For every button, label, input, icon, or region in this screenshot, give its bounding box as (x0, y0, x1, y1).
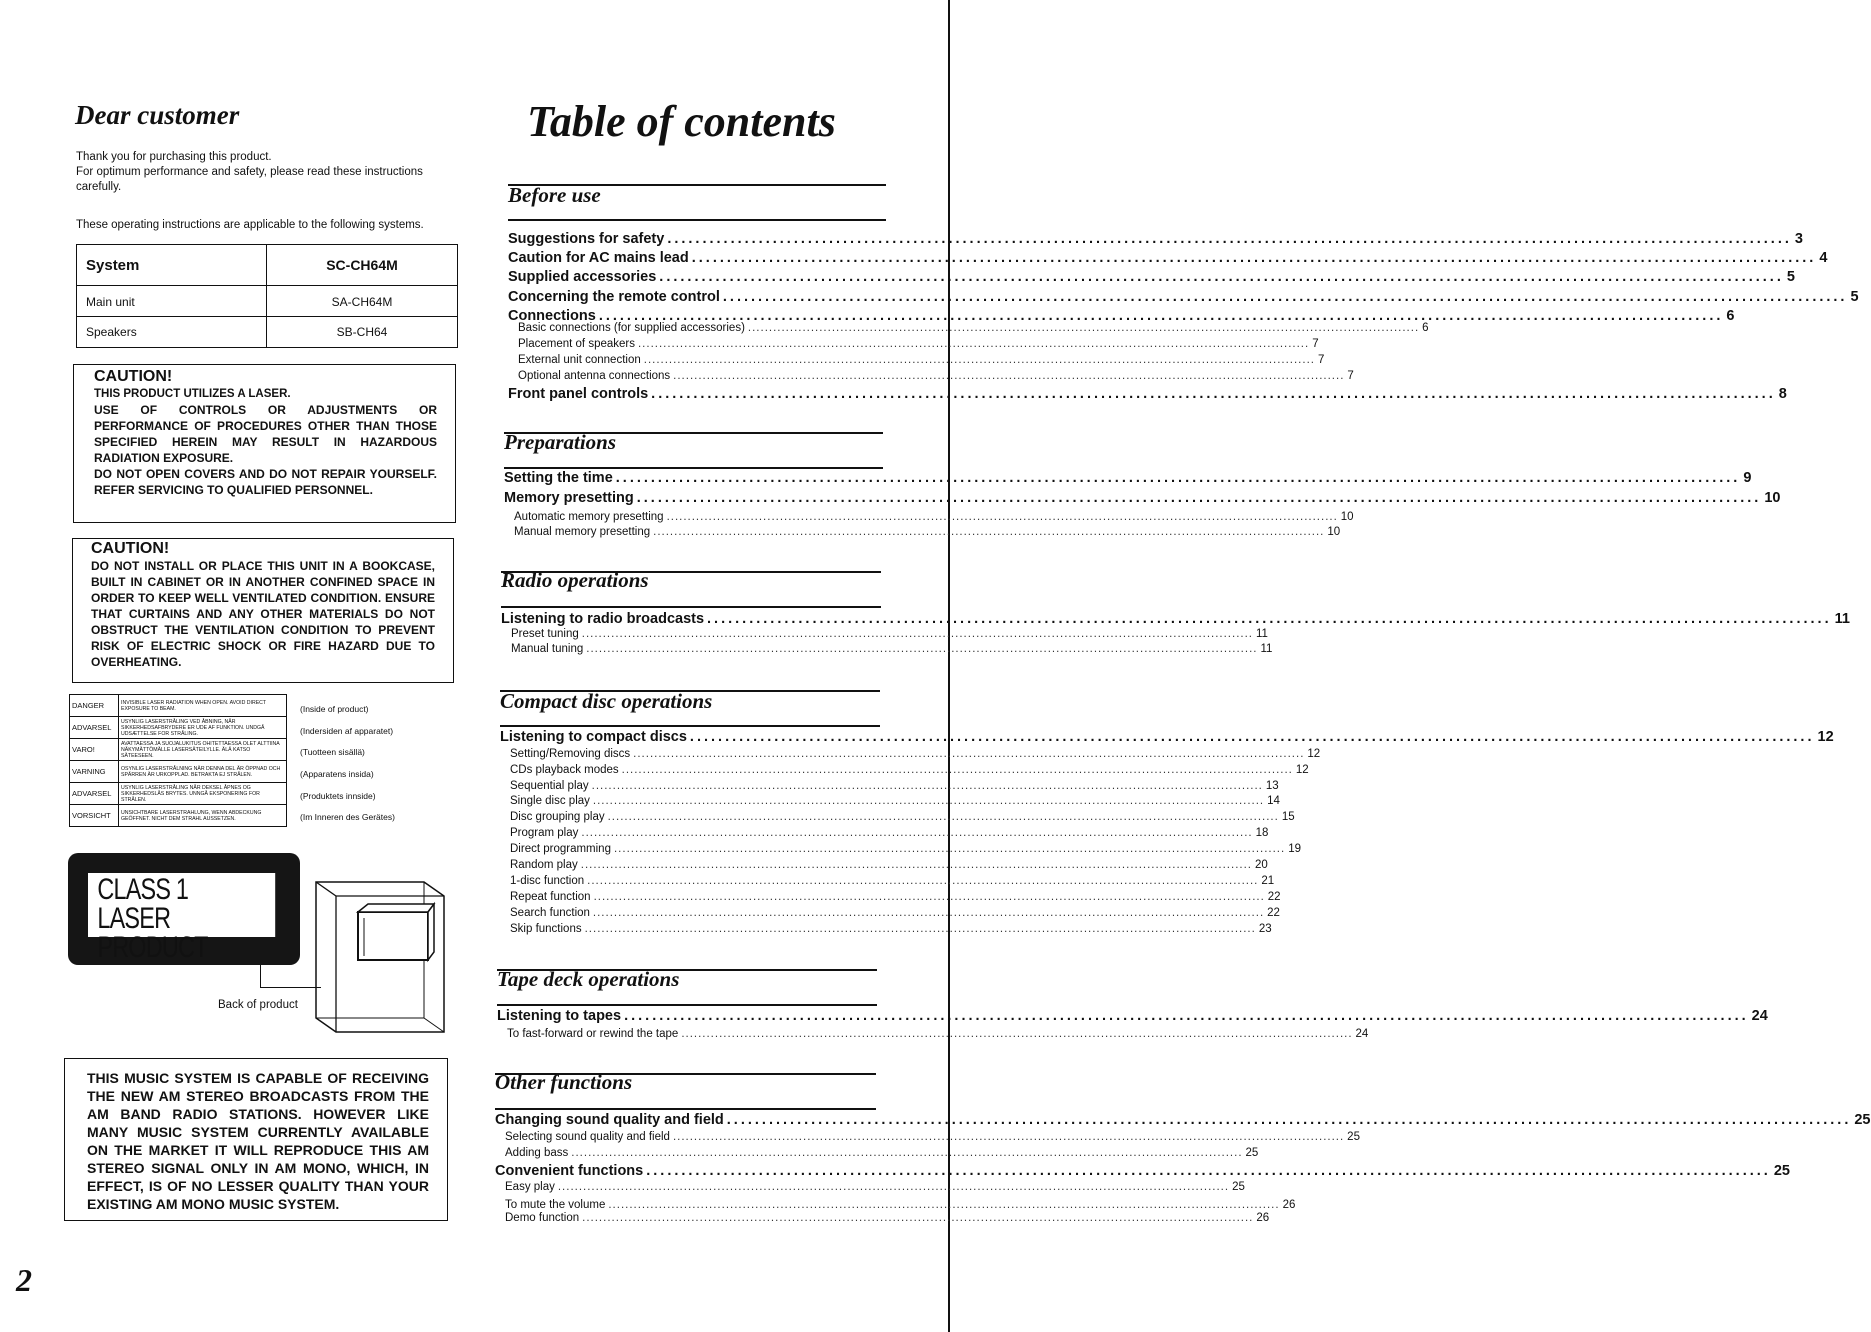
toc-subentry (514, 526, 1341, 538)
toc-subentry (510, 764, 1309, 776)
toc-entry-title: Listening to compact discs (500, 729, 687, 745)
warning-row (70, 739, 287, 761)
toc-entry-title: 1-disc function (510, 875, 585, 887)
toc-dot-leader: ................................................................................................................................................................ (637, 338, 1310, 350)
toc-entry (508, 289, 1859, 305)
toc-dot-leader: ................................................................................................................................................................ (667, 231, 1792, 247)
toc-dot-leader: ................................................................................................................................................................ (582, 1212, 1254, 1224)
caution-title: CAUTION! (94, 368, 173, 385)
warning-row (70, 805, 287, 827)
toc-page-number: 3 (1794, 231, 1803, 247)
toc-entry (495, 1163, 1790, 1179)
toc-subentry (514, 511, 1354, 523)
toc-dot-leader: ................................................................................................................................................................ (580, 859, 1252, 871)
toc-entry-title: Adding bass (505, 1147, 569, 1159)
toc-subentry (510, 811, 1295, 823)
toc-subentry (510, 859, 1268, 871)
warning-lang: VARO! (70, 739, 119, 761)
toc-dot-leader: ................................................................................................................................................................ (707, 611, 1832, 627)
toc-entry-title: Caution for AC mains lead (508, 250, 689, 266)
toc-subentry (505, 1147, 1259, 1159)
toc-page-number: 21 (1261, 875, 1275, 887)
system-table-header (77, 245, 457, 285)
warning-text: USYNLIG LASERSTRÅLING VED ÅBNING, NÅR SIKKERHEDSAFBRYDERE ER UDE AF FUNKTION. UNDGÅ UDSÆTTELSE FOR STRÅLING. (119, 717, 287, 739)
toc-page-number: 24 (1751, 1008, 1768, 1024)
toc-entry (497, 1008, 1768, 1024)
caution-title: CAUTION! (91, 540, 170, 557)
toc-section-rule (508, 219, 886, 221)
toc-page-number: 7 (1312, 338, 1319, 350)
toc-entry-title: External unit connection (518, 354, 641, 366)
toc-dot-leader: ................................................................................................................................................................ (615, 470, 1741, 486)
toc-entry-title: Front panel controls (508, 386, 649, 402)
toc-section-title: Radio operations (501, 568, 649, 592)
toc-page-number: 22 (1267, 907, 1280, 919)
toc-page-number: 9 (1743, 470, 1752, 486)
toc-entry-title: Easy play (505, 1181, 555, 1193)
toc-section-title: Other functions (495, 1070, 633, 1094)
toc-entry (508, 250, 1828, 266)
toc-dot-leader: ................................................................................................................................................................ (722, 289, 1848, 305)
toc-subentry (518, 354, 1325, 366)
system-table-row (77, 316, 457, 347)
intro-text (76, 150, 466, 195)
warning-row (70, 783, 287, 805)
toc-dot-leader: ................................................................................................................................................................ (621, 764, 1293, 776)
toc-dot-leader: ................................................................................................................................................................ (659, 269, 1784, 285)
toc-dot-leader: ................................................................................................................................................................ (653, 526, 1325, 538)
toc-subentry (505, 1212, 1270, 1224)
toc-entry-title: Search function (510, 907, 590, 919)
toc-page-number: 11 (1255, 628, 1268, 640)
toc-dot-leader: ................................................................................................................................................................ (689, 729, 1815, 745)
toc-page-number: 4 (1819, 250, 1828, 266)
warning-row (70, 695, 287, 717)
toc-dot-leader: ................................................................................................................................................................ (598, 308, 1724, 324)
toc-subentry (510, 795, 1280, 807)
toc-entry-title: Demo function (505, 1212, 580, 1224)
system-row-value: SB-CH64 (336, 325, 388, 339)
toc-dot-leader: ................................................................................................................................................................ (726, 1112, 1852, 1128)
toc-page-number: 19 (1288, 843, 1301, 855)
intro-line: Thank you for purchasing this product. (76, 151, 272, 163)
toc-entry-title: Placement of speakers (518, 338, 635, 350)
warning-text: AVATTAESSA JA SUOJALUKITUS OHITETTAESSA OLET ALTTIINA NÄKYMÄTTÖMÄLLE LASERSÄTEILYLLE. ÄLÄ KATSO SÄTEESEEN. (119, 739, 287, 761)
warning-text: INVISIBLE LASER RADIATION WHEN OPEN. AVOID DIRECT EXPOSURE TO BEAM. (119, 695, 287, 717)
toc-page-number: 22 (1267, 891, 1281, 903)
toc-subentry (505, 1181, 1245, 1193)
toc-page-number: 11 (1260, 643, 1273, 655)
toc-dot-leader: ................................................................................................................................................................ (592, 795, 1265, 807)
toc-entry (508, 269, 1795, 285)
toc-dot-leader: ................................................................................................................................................................ (581, 628, 1253, 640)
warning-text: USYNLIG LASERSTRÅLING NÅR DEKSEL ÅPNES OG SIKKERHEDSLÅS BRYTES. UNNGÅ EKSPONERING FOR STRÅLEN. (119, 783, 287, 805)
toc-entry-title: Skip functions (510, 923, 582, 935)
toc-page-number: 18 (1255, 827, 1269, 839)
toc-page-number: 20 (1254, 859, 1268, 871)
toc-entry-title: Manual memory presetting (514, 526, 651, 538)
class1-laser-label (68, 853, 300, 965)
class-label-line: LASER PRODUCT (97, 902, 208, 964)
toc-dot-leader: ................................................................................................................................................................ (608, 1199, 1280, 1211)
system-table (76, 244, 458, 348)
toc-subentry (510, 923, 1272, 935)
toc-page-number: 25 (1773, 1163, 1790, 1179)
toc-section-rule (495, 1108, 876, 1110)
system-table-row (77, 285, 457, 317)
toc-subentry (505, 1199, 1296, 1211)
warning-note: (Inside of product) (300, 704, 369, 714)
warning-text: UNSICHTBARE LASERSTRAHLUNG, WENN ABDECKUNG GEÖFFNET. NICHT DEM STRAHL AUSSETZEN. (119, 805, 287, 827)
laser-warning-table (69, 694, 287, 827)
toc-page-number: 15 (1281, 811, 1295, 823)
toc-entry (508, 231, 1803, 247)
toc-entry (504, 470, 1752, 486)
am-stereo-notice: THIS MUSIC SYSTEM IS CAPABLE OF RECEIVING THE NEW AM STEREO BROADCASTS FROM THE AM BAND RADIO STATIONS. HOWEVER LIKE MANY MUSIC SYSTEM CURRENTLY AVAILABLE ON THE MARKET IT WILL REPRODUCE THIS AM STEREO SIGNAL ONLY IN AM MONO, WHICH, IN EFFECT, IS OF NO LESSER QUALITY THAN YOUR EXISTING AM MONO MUSIC SYSTEM. (64, 1058, 448, 1221)
toc-dot-leader: ................................................................................................................................................................ (584, 923, 1256, 935)
toc-page-number: 12 (1295, 764, 1309, 776)
toc-entry (508, 386, 1787, 402)
toc-entry-title: Single disc play (510, 795, 590, 807)
toc-page-number: 12 (1817, 729, 1834, 745)
toc-page-number: 25 (1245, 1147, 1259, 1159)
system-row-label: Main unit (77, 286, 267, 317)
toc-entry-title: Direct programming (510, 843, 611, 855)
toc-dot-leader: ................................................................................................................................................................ (624, 1008, 1749, 1024)
toc-entry-title: Listening to radio broadcasts (501, 611, 705, 627)
toc-dot-leader: ................................................................................................................................................................ (636, 490, 1762, 506)
warning-lang: VARNING (70, 761, 119, 783)
toc-subentry (510, 780, 1279, 792)
intro-line: For optimum performance and safety, please read these instructions (76, 166, 423, 178)
toc-section-title: Preparations (504, 430, 617, 454)
toc-subentry (511, 628, 1268, 640)
toc-entry-title: Suggestions for safety (508, 231, 665, 247)
warning-lang: DANGER (70, 695, 119, 717)
toc-subentry (510, 907, 1280, 919)
toc-dot-leader: ................................................................................................................................................................ (646, 1163, 1771, 1179)
toc-page-number: 25 (1854, 1112, 1871, 1128)
toc-page-number: 6 (1422, 322, 1429, 334)
toc-page-number: 24 (1355, 1028, 1369, 1040)
toc-page-number: 6 (1726, 308, 1735, 324)
toc-page-number: 14 (1267, 795, 1280, 807)
toc-entry-title: Supplied accessories (508, 269, 657, 285)
toc-entry-title: To mute the volume (505, 1199, 606, 1211)
toc-dot-leader: ................................................................................................................................................................ (651, 386, 1776, 402)
system-header-label: System (77, 245, 267, 285)
toc-subentry (518, 370, 1354, 382)
caution-body: DO NOT OPEN COVERS AND DO NOT REPAIR YOURSELF. REFER SERVICING TO QUALIFIED PERSONNEL. (94, 467, 437, 497)
warning-note: (Produktets innside) (300, 791, 376, 801)
toc-page-number: 7 (1317, 354, 1325, 366)
toc-entry-title: Sequential play (510, 780, 589, 792)
back-of-product-label: Back of product (218, 999, 298, 1011)
toc-dot-leader: ................................................................................................................................................................ (586, 643, 1258, 655)
system-row-label: Speakers (77, 317, 267, 347)
intro-line: carefully. (76, 181, 122, 193)
toc-dot-leader: ................................................................................................................................................................ (673, 370, 1345, 382)
page-number: 2 (16, 1262, 32, 1298)
toc-entry-title: Concerning the remote control (508, 289, 720, 305)
toc-entry-title: Random play (510, 859, 578, 871)
caution-line: THIS PRODUCT UTILIZES A LASER. (94, 388, 291, 400)
system-header-value: SC-CH64M (326, 257, 398, 273)
toc-entry-title: Repeat function (510, 891, 591, 903)
toc-dot-leader: ................................................................................................................................................................ (591, 780, 1263, 792)
toc-dot-leader: ................................................................................................................................................................ (593, 891, 1265, 903)
toc-subentry (518, 338, 1319, 350)
toc-subentry (510, 827, 1269, 839)
toc-entry-title: Convenient functions (495, 1163, 644, 1179)
warning-note: (Apparatens insida) (300, 769, 374, 779)
toc-page-number: 8 (1778, 386, 1787, 402)
toc-section-rule (500, 725, 880, 727)
toc-page-number: 5 (1850, 289, 1859, 305)
toc-dot-leader: ................................................................................................................................................................ (571, 1147, 1243, 1159)
caution-laser-box (73, 364, 456, 523)
warning-row (70, 717, 287, 739)
toc-entry (495, 1112, 1871, 1128)
toc-section-rule (497, 1004, 877, 1006)
toc-dot-leader: ................................................................................................................................................................ (691, 250, 1817, 266)
dear-customer-title: Dear customer (75, 100, 240, 130)
toc-entry (500, 729, 1834, 745)
toc-page-number: 13 (1265, 780, 1279, 792)
toc-section-rule (501, 606, 881, 608)
toc-dot-leader: ................................................................................................................................................................ (633, 748, 1305, 760)
toc-page-number: 10 (1340, 511, 1354, 523)
applicability-text: These operating instructions are applicable to the following systems. (76, 219, 424, 231)
toc-dot-leader: ................................................................................................................................................................ (643, 354, 1315, 366)
toc-entry (501, 611, 1850, 627)
toc-dot-leader: ................................................................................................................................................................ (672, 1131, 1345, 1143)
toc-section-title: Before use (508, 183, 601, 207)
toc-entry-title: Basic connections (for supplied accessories) (518, 322, 745, 334)
toc-subentry (510, 875, 1275, 887)
toc-page-number: 26 (1256, 1212, 1270, 1224)
warning-lang: VORSICHT (70, 805, 119, 827)
toc-page-number: 10 (1764, 490, 1781, 506)
toc-section-rule (504, 467, 883, 469)
toc-entry-title: Setting/Removing discs (510, 748, 631, 760)
toc-page-number: 7 (1347, 370, 1354, 382)
toc-dot-leader: ................................................................................................................................................................ (557, 1181, 1230, 1193)
toc-page-number: 26 (1282, 1199, 1296, 1211)
toc-subentry (511, 643, 1273, 655)
caution-body: USE OF CONTROLS OR ADJUSTMENTS OR PERFORMANCE OF PROCEDURES OTHER THAN THOSE SPECIFIED HEREIN MAY RESULT IN HAZARDOUS RADIATION EXPOSURE. (94, 403, 437, 465)
toc-entry-title: CDs playback modes (510, 764, 619, 776)
toc-entry-title: Connections (508, 308, 596, 324)
toc-dot-leader: ................................................................................................................................................................ (581, 827, 1253, 839)
toc-subentry (510, 843, 1301, 855)
toc-dot-leader: ................................................................................................................................................................ (613, 843, 1286, 855)
class-label-line: CLASS 1 (97, 873, 189, 906)
toc-subentry (507, 1028, 1369, 1040)
toc-page-number: 25 (1232, 1181, 1245, 1193)
toc-title: Table of contents (527, 97, 836, 146)
toc-entry (504, 490, 1781, 506)
toc-dot-leader: ................................................................................................................................................................ (592, 907, 1265, 919)
toc-subentry (518, 322, 1429, 334)
toc-page-number: 25 (1347, 1131, 1360, 1143)
class1-label-text (88, 873, 275, 964)
toc-dot-leader: ................................................................................................................................................................ (587, 875, 1259, 887)
warning-row (70, 761, 287, 783)
warning-lang: ADVARSEL (70, 717, 119, 739)
toc-dot-leader: ................................................................................................................................................................ (747, 322, 1420, 334)
toc-entry-title: Preset tuning (511, 628, 579, 640)
toc-entry-title: Manual tuning (511, 643, 584, 655)
toc-page-number: 23 (1258, 923, 1272, 935)
product-back-illustration (312, 878, 448, 1040)
toc-page-number: 12 (1307, 748, 1321, 760)
toc-entry-title: To fast-forward or rewind the tape (507, 1028, 679, 1040)
warning-note: (Indersiden af apparatet) (300, 726, 394, 736)
toc-entry-title: Setting the time (504, 470, 613, 486)
toc-dot-leader: ................................................................................................................................................................ (666, 511, 1338, 523)
toc-section-title: Tape deck operations (497, 967, 680, 991)
toc-entry-title: Listening to tapes (497, 1008, 622, 1024)
toc-page-number: 5 (1786, 269, 1795, 285)
toc-subentry (510, 748, 1321, 760)
toc-subentry (505, 1131, 1360, 1143)
toc-entry-title: Disc grouping play (510, 811, 605, 823)
warning-lang: ADVARSEL (70, 783, 119, 805)
toc-entry-title: Automatic memory presetting (514, 511, 664, 523)
toc-entry-title: Memory presetting (504, 490, 634, 506)
toc-entry-title: Program play (510, 827, 579, 839)
toc-dot-leader: ................................................................................................................................................................ (607, 811, 1279, 823)
warning-text: OSYNLIG LASERSTRÅLNING NÄR DENNA DEL ÄR ÖPPNAD OCH SPÄRREN ÄR URKOPPLAD. BETRAKTA EJ STRÅLEN. (119, 761, 287, 783)
caution-install-box (72, 538, 454, 683)
warning-note: (Im Inneren des Gerätes) (300, 812, 395, 822)
toc-entry-title: Selecting sound quality and field (505, 1131, 670, 1143)
toc-subentry (510, 891, 1281, 903)
toc-entry-title: Optional antenna connections (518, 370, 671, 382)
system-row-value: SA-CH64M (331, 294, 393, 309)
warning-note: (Tuotteen sisällä) (300, 747, 365, 757)
toc-entry-title: Changing sound quality and field (495, 1112, 724, 1128)
toc-dot-leader: ................................................................................................................................................................ (681, 1028, 1353, 1040)
toc-page-number: 11 (1834, 611, 1850, 627)
caution-body: DO NOT INSTALL OR PLACE THIS UNIT IN A BOOKCASE, BUILT IN CABINET OR IN ANOTHER CONFINED SPACE IN ORDER TO KEEP WELL VENTILATED CONDITION. ENSURE THAT CURTAINS AND ANY OTHER MATERIALS DO NOT OBSTRUCT THE VENTILATION CONDITION TO PREVENT RISK OF ELECTRIC SHOCK OR FIRE HAZARD DUE TO OVERHEATING. (91, 559, 435, 669)
toc-section-title: Compact disc operations (500, 689, 713, 713)
toc-page-number: 10 (1327, 526, 1341, 538)
